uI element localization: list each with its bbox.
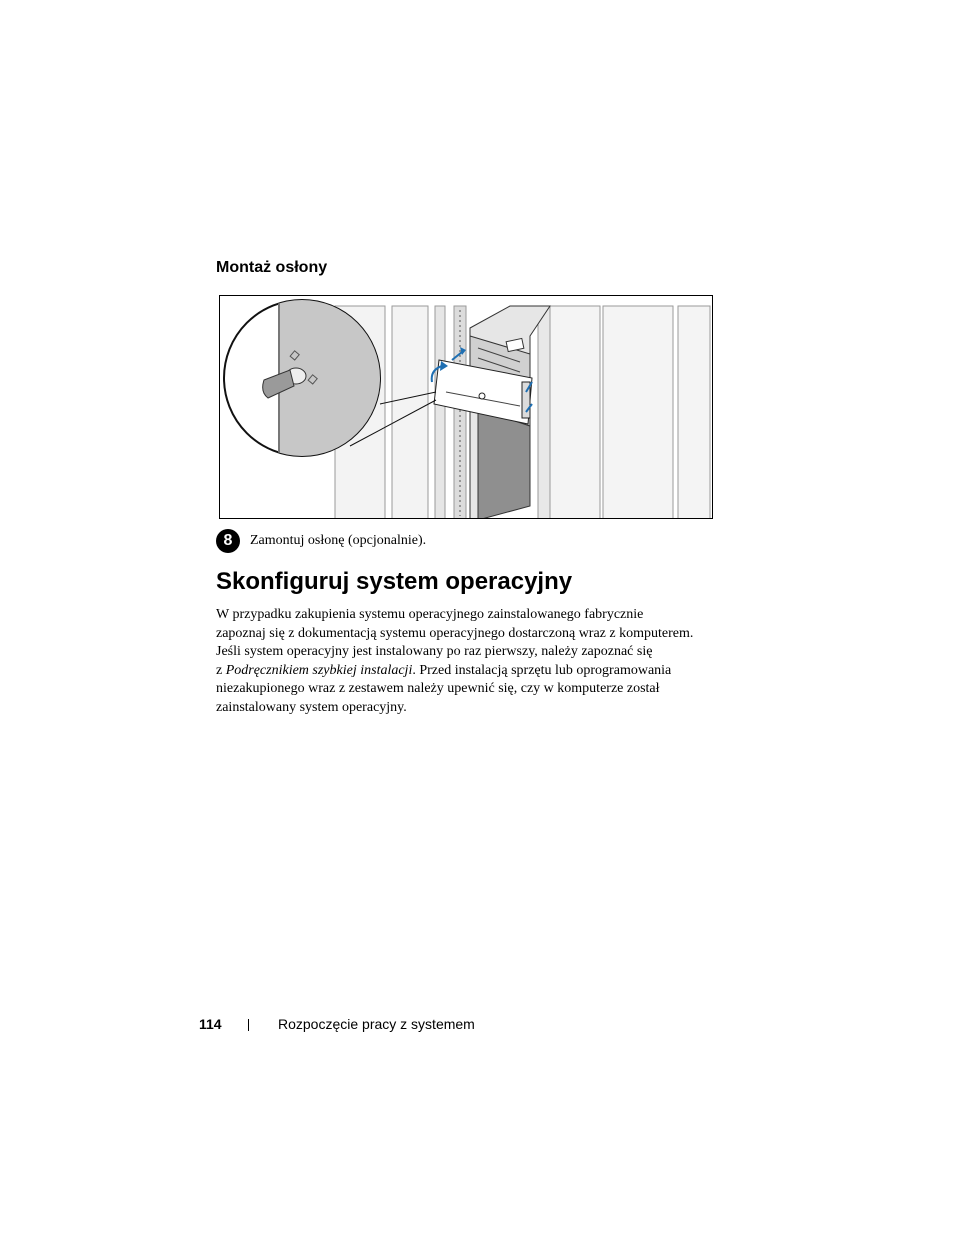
bezel-installation-figure bbox=[219, 295, 713, 519]
page-heading: Skonfiguruj system operacyjny bbox=[216, 568, 573, 595]
page-number: 114 bbox=[199, 1016, 222, 1032]
paragraph-line: zapoznaj się z dokumentacją systemu operacyjnego dostarczoną wraz z komputerem. bbox=[216, 625, 694, 641]
guide-title-reference: Podręcznikiem szybkiej instalacji bbox=[225, 662, 413, 678]
paragraph-line: zainstalowany system operacyjny. bbox=[216, 699, 407, 715]
page-footer bbox=[0, 1016, 954, 1036]
paragraph-text: . Przed instalacją sprzętu lub oprogramowania bbox=[412, 662, 672, 678]
section-heading: Montaż osłony bbox=[216, 259, 328, 276]
paragraph-line bbox=[216, 662, 726, 681]
footer-separator bbox=[248, 1019, 249, 1031]
step-number-badge: 8 bbox=[216, 529, 240, 553]
paragraph-line: niezakupionego wraz z zestawem należy upewnić się, czy w komputerze został bbox=[216, 681, 660, 697]
paragraph-text: z bbox=[216, 662, 226, 678]
paragraph-line: Jeśli system operacyjny jest instalowany po raz pierwszy, należy zapoznać się bbox=[216, 644, 653, 660]
body-paragraph bbox=[216, 606, 726, 718]
step-instruction: Zamontuj osłonę (opcjonalnie). bbox=[250, 533, 427, 548]
footer-chapter-title: Rozpoczęcie pracy z systemem bbox=[278, 1016, 475, 1032]
paragraph-line: W przypadku zakupienia systemu operacyjnego zainstalowanego fabrycznie bbox=[216, 607, 644, 622]
